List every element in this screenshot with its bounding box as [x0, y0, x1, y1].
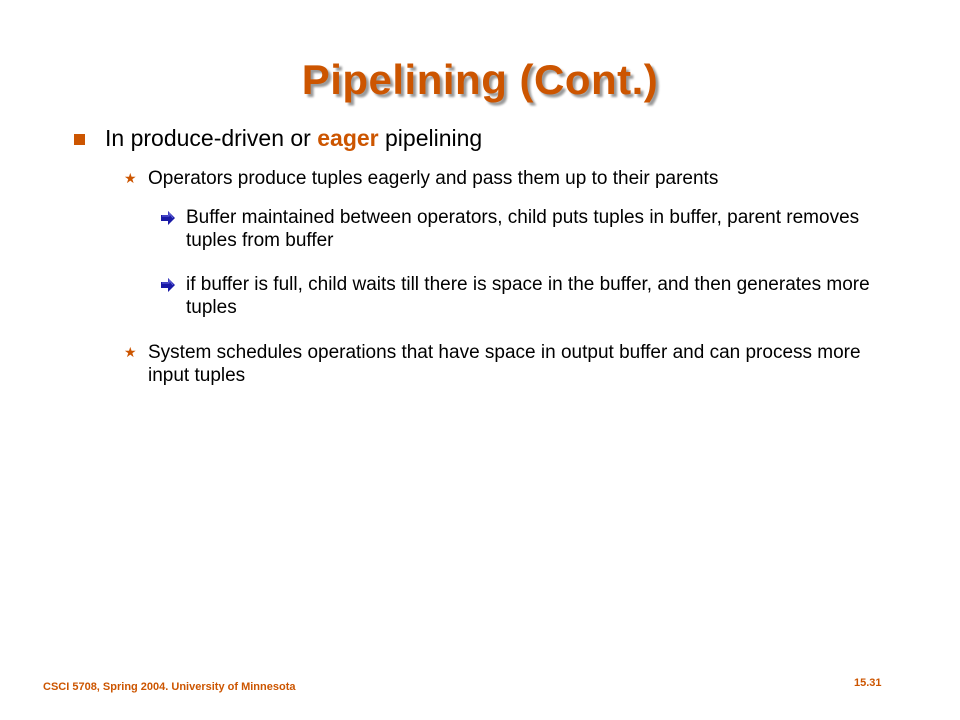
bullet-suffix: pipelining — [378, 125, 483, 151]
bullet-text: Operators produce tuples eagerly and pass them up to their parents — [148, 168, 719, 189]
footer-course: CSCI 5708, Spring 2004. University of Minnesota — [43, 681, 296, 693]
bullet-text: System schedules operations that have space in output buffer and can process more input tuples — [148, 342, 861, 386]
highlight-eager: eager — [317, 125, 379, 151]
slide-title: Pipelining (Cont.) — [301, 56, 659, 103]
square-bullet-icon — [74, 134, 85, 145]
arrow-bullet-icon — [160, 210, 176, 226]
star-bullet-icon: ★ — [124, 170, 137, 186]
bullet-text — [105, 125, 482, 153]
bullet-level1 — [72, 125, 482, 153]
bullet-level3 — [160, 207, 880, 253]
bullet-prefix: In produce-driven or — [105, 125, 318, 151]
bullet-text: if buffer is full, child waits till there is space in the buffer, and then generates more tuples — [186, 274, 870, 318]
bullet-text: Buffer maintained between operators, child puts tuples in buffer, parent removes tuples from buffer — [186, 207, 860, 251]
star-bullet-icon: ★ — [124, 344, 137, 360]
bullet-level2 — [124, 342, 864, 388]
bullet-level2 — [124, 168, 864, 191]
bullet-level3 — [160, 274, 880, 320]
arrow-bullet-icon — [160, 277, 176, 293]
footer-page-number: 15.31 — [854, 677, 882, 689]
